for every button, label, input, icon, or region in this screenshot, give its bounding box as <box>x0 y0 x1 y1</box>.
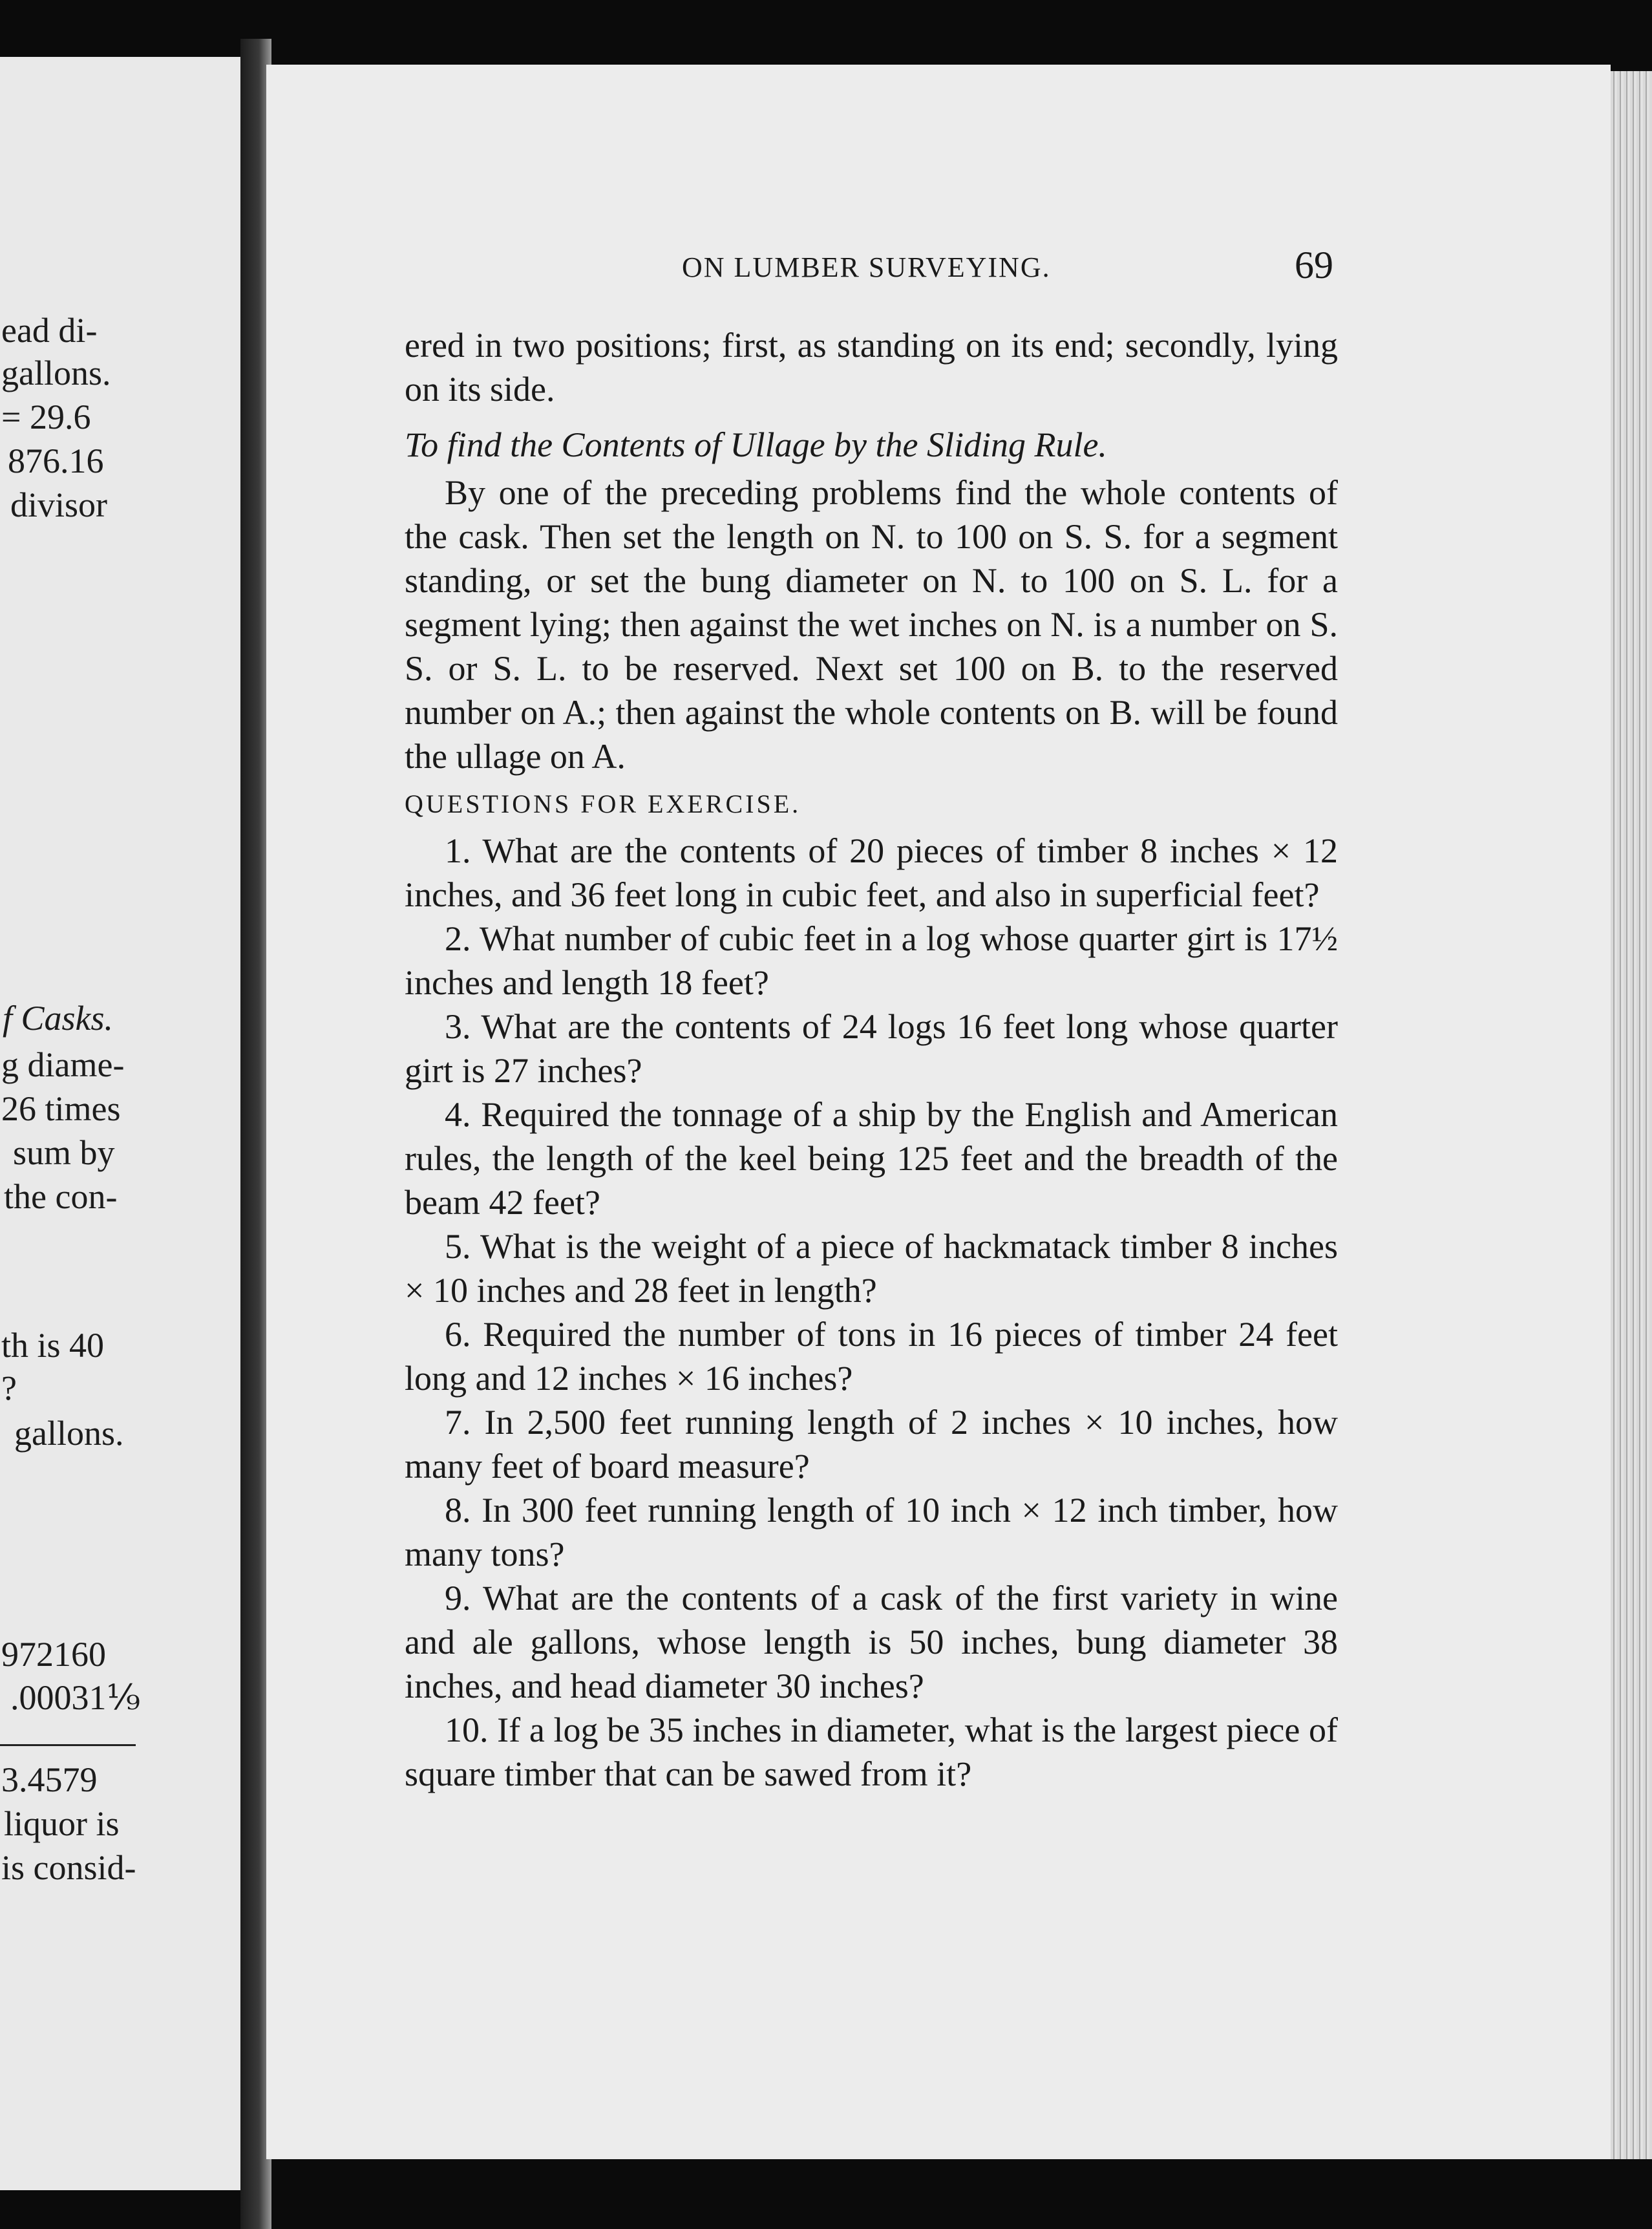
sum-rule <box>0 1744 136 1746</box>
continuation-paragraph: ered in two positions; first, as standing on its end; secondly, lying on its side. <box>405 326 1338 409</box>
left-line: .00031⅑ <box>10 1678 140 1717</box>
left-line: gallons. <box>1 354 111 392</box>
left-line: 876.16 <box>8 442 104 480</box>
question-item: 9. What are the contents of a cask of the first variety in wine and ale gallons, whose length is 50 inches, bung diameter 38 inches, and head diameter 30 inches? <box>405 1579 1338 1705</box>
left-line: = 29.6 <box>1 398 91 436</box>
left-facing-page <box>0 57 240 2190</box>
question-item: 4. Required the tonnage of a ship by the English and American rules, the length of the keel being 125 feet and the breadth of the beam 42 feet? <box>405 1095 1338 1222</box>
left-line: liquor is <box>4 1804 120 1843</box>
question-item: 1. What are the contents of 20 pieces of timber 8 inches × 12 inches, and 36 feet long in cubic feet, and also in superficial feet? <box>405 831 1338 914</box>
left-line: g diame- <box>1 1045 125 1084</box>
left-line: f Casks. <box>3 999 114 1038</box>
question-item: 6. Required the number of tons in 16 pieces of timber 24 feet long and 12 inches × 16 inches? <box>405 1315 1338 1398</box>
left-line: gallons. <box>14 1414 124 1453</box>
left-line: divisor <box>10 485 108 524</box>
left-line: sum by <box>13 1133 115 1172</box>
left-line: ead di- <box>1 311 98 350</box>
question-item: 2. What number of cubic feet in a log whose quarter girt is 17½ inches and length 18 feet? <box>405 919 1338 1002</box>
question-item: 10. If a log be 35 inches in diameter, what is the largest piece of square timber that can be sawed from it? <box>405 1711 1338 1793</box>
question-item: 5. What is the weight of a piece of hackmatack timber 8 inches × 10 inches and 28 feet in length? <box>405 1227 1338 1310</box>
question-item: 8. In 300 feet running length of 10 inch × 12 inch timber, how many tons? <box>405 1491 1338 1573</box>
left-line: the con- <box>4 1177 118 1216</box>
left-line: 26 times <box>1 1089 121 1128</box>
page-number: 69 <box>1295 244 1333 286</box>
page-edges <box>1611 71 1652 2159</box>
question-item: 3. What are the contents of 24 logs 16 feet long whose quarter girt is 27 inches? <box>405 1007 1338 1090</box>
section-heading: To find the Contents of Ullage by the Sliding Rule. <box>405 425 1107 464</box>
left-line: is consid- <box>1 1848 136 1887</box>
left-line: th is 40 <box>1 1326 105 1365</box>
question-item: 7. In 2,500 feet running length of 2 inches × 10 inches, how many feet of board measure? <box>405 1403 1338 1486</box>
questions-heading: QUESTIONS FOR EXERCISE. <box>405 789 801 818</box>
left-line: 972160 <box>1 1635 106 1674</box>
running-head: ON LUMBER SURVEYING. <box>682 251 1051 283</box>
left-line: 3.4579 <box>1 1760 98 1799</box>
page-body <box>405 323 1338 1796</box>
left-line: ? <box>1 1369 17 1407</box>
section-paragraph: By one of the preceding problems find the whole contents of the cask. Then set the length on N. to 100 on S. S. for a segment standing, or set the bung diameter on N. to 100 on S. L. for a segment lying; then against the wet inches on N. is a number on S. S. or S. L. to be reserved. Next set 100 on B. to the reserved number on A.; then against the whole contents on B. will be found the ullage on A. <box>405 473 1338 776</box>
